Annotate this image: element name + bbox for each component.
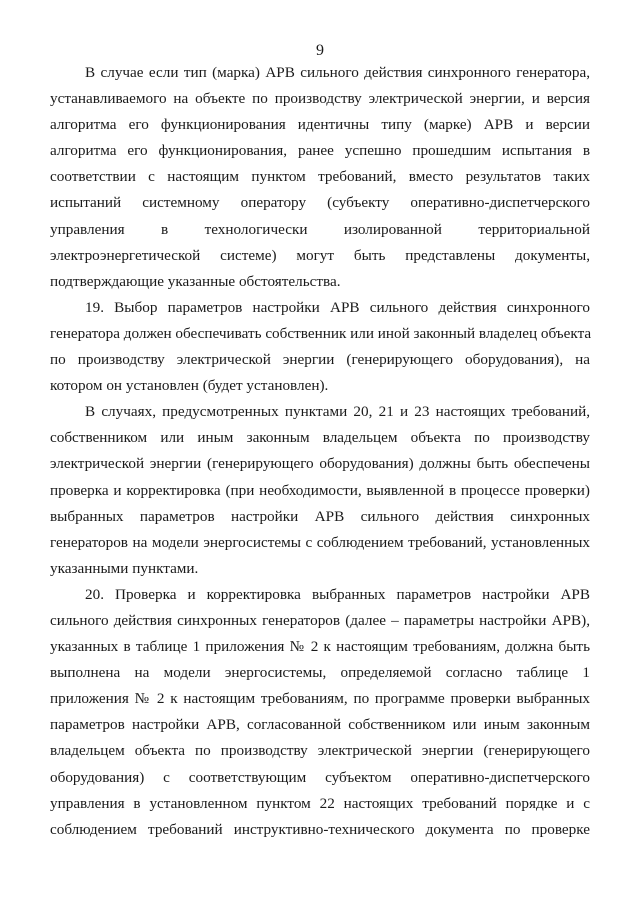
paragraph-line: сильного действия синхронных генераторов (далее – параметры настройки АРВ), — [50, 611, 590, 629]
paragraph-line: котором он установлен (будет установлен). — [50, 377, 329, 395]
paragraph-line: алгоритма его функционирования идентичны типу (марке) АРВ и версии — [50, 116, 590, 134]
paragraph-line: алгоритма его функционирования, ранее успешно прошедшим испытания в — [50, 142, 590, 160]
paragraph-line: выбранных параметров настройки АРВ сильного действия синхронных — [50, 507, 590, 525]
paragraph-cases — [50, 399, 590, 582]
paragraph-line: В случае если тип (марка) АРВ сильного действия синхронного генератора, — [85, 64, 590, 81]
paragraph-line: испытаний системному оператору (субъекту оперативно-диспетчерского — [50, 194, 590, 212]
paragraph-line: устанавливаемого на объекте по производству электрической энергии, и версия — [50, 90, 590, 108]
paragraph-20 — [50, 582, 590, 843]
paragraph-line: оборудования) с соответствующим субъектом оперативно-диспетчерского — [50, 768, 590, 786]
paragraph-19 — [50, 295, 590, 399]
paragraph-line: подтверждающие указанные обстоятельства. — [50, 272, 341, 290]
paragraph-line: 19. Выбор параметров настройки АРВ сильного действия синхронного — [85, 298, 590, 316]
paragraph-line: по производству электрической энергии (генерирующего оборудования), на — [50, 351, 590, 369]
paragraph-line: В случаях, предусмотренных пунктами 20, 21 и 23 настоящих требований, — [85, 403, 590, 421]
paragraph-line: параметров настройки АРВ, согласованной собственником или иным законным — [50, 716, 590, 734]
page-number: 9 — [316, 42, 324, 59]
paragraph-line: соблюдением требований инструктивно-технического документа по проверке — [50, 820, 590, 838]
paragraph-line: 20. Проверка и корректировка выбранных параметров настройки АРВ — [85, 585, 590, 603]
paragraph-line: собственником или иным законным владельцем объекта по производству — [50, 429, 590, 447]
paragraph-line: генераторов на модели энергосистемы с соблюдением требований, установленных — [50, 533, 590, 551]
paragraph-line: приложения № 2 к настоящим требованиям, по программе проверки выбранных — [50, 690, 590, 708]
paragraph-line: соответствии с настоящим пунктом требований, вместо результатов таких — [50, 168, 590, 186]
paragraph-line: владельцем объекта по производству электрической энергии (генерирующего — [50, 742, 590, 760]
paragraph-line: управления в технологически изолированной территориальной — [50, 220, 590, 238]
paragraph-line: указанными пунктами. — [50, 559, 199, 577]
paragraph-line: проверка и корректировка (при необходимости, выявленной в процессе проверки) — [50, 481, 590, 499]
paragraph-line: генератора должен обеспечивать собственник или иной законный владелец объекта — [50, 324, 592, 342]
paragraph-line: электроэнергетической системе) могут быть представлены документы, — [50, 246, 590, 264]
paragraph-line: управления в установленном пунктом 22 настоящих требований порядке и с — [50, 794, 590, 812]
document-body — [50, 60, 590, 843]
paragraph-line: выполнена на модели энергосистемы, определяемой согласно таблице 1 — [50, 664, 590, 682]
paragraph-line: электрической энергии (генерирующего оборудования) должны быть обеспечены — [50, 455, 590, 473]
paragraph-1 — [50, 60, 590, 295]
paragraph-line: указанных в таблице 1 приложения № 2 к настоящим требованиям, должна быть — [50, 638, 590, 656]
